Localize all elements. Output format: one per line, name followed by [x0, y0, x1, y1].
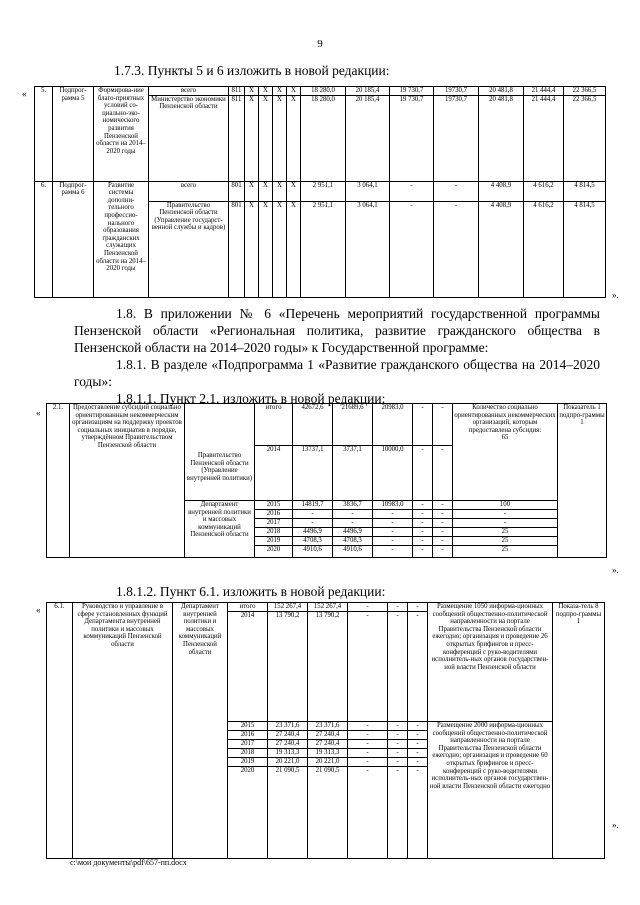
cell-year: 2014	[255, 446, 293, 501]
item-number: 6.1.	[47, 603, 73, 859]
cell-year: 2018	[228, 749, 268, 758]
footer-file-path: c:\мои документы\pdf\657-пп.docx	[70, 858, 187, 867]
cell: 811	[229, 87, 245, 96]
cell: -	[433, 446, 453, 501]
cell: 27 240,4	[268, 740, 308, 749]
cell: -	[390, 201, 434, 297]
cell: 19 730,7	[390, 87, 434, 96]
cell-year: 2015	[228, 722, 268, 731]
cell: -	[408, 722, 428, 731]
cell-year: 2016	[228, 731, 268, 740]
paragraph-1-8-1: 1.8.1. В разделе «Подпрограмма 1 «Развитие гражданского общества на 2014–2020 годы»:	[74, 357, 600, 389]
cell: 2 951,1	[301, 201, 346, 297]
cell: 20 221,0	[308, 758, 348, 767]
cell: 3 064,1	[346, 181, 390, 201]
cell: -	[413, 404, 433, 446]
cell-year: 2017	[228, 740, 268, 749]
cell: -	[408, 731, 428, 740]
cell: Х	[259, 87, 273, 96]
cell: Х	[287, 181, 301, 201]
cell-year: 2014	[228, 612, 268, 722]
cell: 42672,6	[293, 404, 333, 446]
cell: -	[348, 603, 388, 612]
cell: 811	[229, 95, 245, 181]
cell: 23 371,6	[308, 722, 348, 731]
cell: 152 267,4	[268, 603, 308, 612]
cell: -	[433, 510, 453, 519]
heading-1-8-1-1: 1.8.1.1. Пункт 2.1. изложить в новой редакции:	[116, 391, 386, 406]
cell: 4 814,5	[564, 201, 606, 297]
row5-goal: Формирова-ние благо-приятных условий со-циально-эко-номического развития Пензенской области на 2014–2020 годы	[94, 87, 149, 182]
cell: 4 814,5	[564, 181, 606, 201]
cell: -	[408, 758, 428, 767]
cell: 19 313,3	[308, 749, 348, 758]
table-subprograms-5-6	[34, 86, 606, 298]
cell: 27 240,4	[308, 731, 348, 740]
item-name: Предоставление субсидий социально ориентированным некоммерческим организациям на поддержку проектов социальных инициатив в порядке, утверждённом Правительством Пензенской области	[70, 404, 185, 558]
cell: Х	[245, 201, 259, 297]
cell: -	[293, 519, 333, 528]
cell: 13 790,2	[308, 612, 348, 722]
cell: 27 240,4	[268, 731, 308, 740]
cell: 10000,0	[373, 446, 413, 501]
cell: -	[348, 758, 388, 767]
indicator-link: Показатель 1 подпро-граммы 1	[558, 404, 607, 558]
cell: Х	[273, 181, 287, 201]
cell: 2 951,1	[301, 181, 346, 201]
row5-executor: Министерство экономики Пензенской области	[149, 95, 229, 181]
quote-open: «	[22, 89, 27, 99]
cell: 20 481,8	[479, 95, 524, 181]
cell: -	[413, 537, 433, 546]
cell: -	[408, 749, 428, 758]
row5-total-label: всего	[149, 87, 229, 96]
cell: 21 444,4	[524, 95, 564, 181]
cell: 21 090,5	[308, 767, 348, 859]
cell: -	[388, 731, 408, 740]
cell: 21 444,4	[524, 87, 564, 96]
cell-year: итого	[228, 603, 268, 612]
row6-total-label: всего	[149, 181, 229, 201]
cell-year: 2017	[255, 519, 293, 528]
cell: 19 313,3	[268, 749, 308, 758]
cell: -	[373, 546, 413, 558]
executor: Департамент внутренней политики и массовых коммуникаций Пензенской области	[173, 603, 228, 859]
cell-year: итого	[255, 404, 293, 446]
row5-num: 5.	[35, 87, 53, 182]
cell: -	[373, 528, 413, 537]
cell: Х	[245, 87, 259, 96]
cell: -	[413, 546, 433, 558]
cell-indicator: 25	[453, 528, 558, 537]
cell: 4708,3	[293, 537, 333, 546]
cell: -	[388, 758, 408, 767]
cell-year: 2020	[228, 767, 268, 859]
quote-close: ».	[612, 820, 619, 830]
page-number: 9	[317, 38, 323, 50]
cell: -	[293, 510, 333, 519]
cell: Х	[245, 95, 259, 181]
heading-1-8-1-2: 1.8.1.2. Пункт 6.1. изложить в новой редакции:	[116, 584, 386, 599]
cell: 801	[229, 201, 245, 297]
cell: 4496,9	[293, 528, 333, 537]
cell: -	[433, 519, 453, 528]
cell: Х	[287, 87, 301, 96]
cell: -	[408, 603, 428, 612]
quote-open: «	[36, 605, 41, 615]
cell: -	[373, 537, 413, 546]
cell: -	[348, 731, 388, 740]
cell: 152 267,4	[308, 603, 348, 612]
cell-indicator: -	[453, 519, 558, 528]
row6-name: Подпрог-рамма 6	[53, 181, 94, 297]
cell: -	[433, 528, 453, 537]
executor-2: Департамент внутренней политики и массовых коммуникаций Пензенской области	[185, 501, 255, 558]
cell: -	[388, 767, 408, 859]
cell: 14819,7	[293, 501, 333, 510]
cell: 19730,7	[434, 87, 479, 96]
cell-year: 2019	[255, 537, 293, 546]
indicator-link: Показа-тель 8 подпро-граммы 1	[553, 603, 605, 859]
cell-indicator: -	[453, 510, 558, 519]
cell: 4910,6	[293, 546, 333, 558]
cell: 20983,0	[373, 404, 413, 446]
cell: 4 616,2	[524, 201, 564, 297]
cell: Х	[273, 201, 287, 297]
cell: Х	[259, 181, 273, 201]
cell: 4 616,2	[524, 181, 564, 201]
cell: -	[413, 501, 433, 510]
cell: 4496,9	[333, 528, 373, 537]
cell: Х	[245, 181, 259, 201]
quote-close: ».	[612, 565, 619, 575]
quote-close: ».	[612, 290, 619, 300]
cell: -	[413, 519, 433, 528]
cell-year: 2019	[228, 758, 268, 767]
quote-open: «	[36, 408, 41, 418]
indicator-text: Количество социально ориентированных некоммерческих организаций, которым предоставлена субсидия:	[454, 404, 556, 434]
cell: -	[388, 722, 408, 731]
cell: 20 185,4	[346, 95, 390, 181]
cell: -	[413, 446, 433, 501]
cell: Х	[287, 95, 301, 181]
cell: -	[388, 740, 408, 749]
cell: -	[373, 519, 413, 528]
cell: 13 790,2	[268, 612, 308, 722]
item-number: 2.1.	[47, 404, 70, 558]
indicator-2014-value: 65	[501, 434, 509, 442]
cell: Х	[259, 201, 273, 297]
cell: -	[433, 404, 453, 446]
cell: -	[413, 528, 433, 537]
cell-year: 2016	[255, 510, 293, 519]
row5-name: Подпрог-рамма 5	[53, 87, 94, 182]
cell: -	[388, 749, 408, 758]
cell: 22 366,5	[564, 95, 606, 181]
cell: -	[434, 181, 479, 201]
indicator-2015-2020: Размещение 2000 информа-ционных сообщений общественно-политической направленности на портале Правительства Пензенской области ежегодно; организация и проведение 60 открытых брифингов и пресс-конференций с руко-водителями исполнитель-ных органов государствен-ной власти Пензенской области ежегодно	[428, 722, 553, 859]
cell: 19 730,7	[390, 95, 434, 181]
cell: 21689,6	[333, 404, 373, 446]
cell: 20 185,4	[346, 87, 390, 96]
cell: 20 221,0	[268, 758, 308, 767]
cell: 4708,3	[333, 537, 373, 546]
cell: 13737,1	[293, 446, 333, 501]
table-item-6-1	[46, 602, 605, 859]
heading-1-7-3: 1.7.3. Пункты 5 и 6 изложить в новой редакции:	[114, 63, 390, 78]
cell: 4910,6	[333, 546, 373, 558]
cell: 18 280,0	[301, 87, 346, 96]
cell: -	[433, 537, 453, 546]
cell: 4 408,9	[479, 201, 524, 297]
indicator-2014: Размещение 1050 информа-ционных сообщений общественно-политической направленности на портале Правительства Пензенской области ежегодно; организация и проведение 26 открытых брифингов и пресс-конференций с руко-водителями исполнитель-ных органов государствен-ной власти Пензенской области	[428, 603, 553, 722]
cell: Х	[273, 87, 287, 96]
cell: -	[348, 749, 388, 758]
executor-1: Правительство Пензенской области (Управление внутренней политики)	[185, 404, 255, 501]
item-name: Руководство и управление в сфере установленных функций Департамента внутренней политики и массовых коммуникаций Пензенской области	[73, 603, 173, 859]
cell: 18 280,0	[301, 95, 346, 181]
cell: 21 090,5	[268, 767, 308, 859]
cell: Х	[273, 95, 287, 181]
cell: 3836,7	[333, 501, 373, 510]
cell: -	[433, 546, 453, 558]
cell: -	[390, 181, 434, 201]
cell: 10983,0	[373, 501, 413, 510]
table-item-2-1	[46, 403, 607, 558]
cell: -	[408, 740, 428, 749]
cell: 22 366,5	[564, 87, 606, 96]
cell: 23 371,6	[268, 722, 308, 731]
cell: -	[388, 612, 408, 722]
cell: -	[333, 519, 373, 528]
indicator-cell	[453, 404, 558, 501]
cell-indicator: 25	[453, 546, 558, 558]
cell: -	[413, 510, 433, 519]
cell: 3 064,1	[346, 201, 390, 297]
cell: -	[408, 612, 428, 722]
cell: -	[333, 510, 373, 519]
cell: -	[434, 201, 479, 297]
paragraph-1-8: 1.8. В приложении № 6 «Перечень мероприятий государственной программы Пензенской области «Региональная политика, развитие гражданского общества в Пензенской области на 2014–2020 годы» к Государственной программе:	[74, 306, 600, 355]
cell-indicator: 100	[453, 501, 558, 510]
row6-executor: Правительство Пензенской области (Управление государст-венной службы и кадров)	[149, 201, 229, 297]
cell-year: 2018	[255, 528, 293, 537]
row6-num: 6.	[35, 181, 53, 297]
cell: -	[348, 740, 388, 749]
cell-year: 2020	[255, 546, 293, 558]
cell-indicator: 25	[453, 537, 558, 546]
cell: 20 481,8	[479, 87, 524, 96]
cell: -	[433, 501, 453, 510]
cell: 3737,1	[333, 446, 373, 501]
cell: Х	[259, 95, 273, 181]
cell: 27 240,4	[308, 740, 348, 749]
cell: Х	[287, 201, 301, 297]
row6-goal: Развитие системы дополни-тельного профессио-нального образования гражданских служащих Пензенской области на 2014–2020 годы	[94, 181, 149, 297]
cell: -	[348, 767, 388, 859]
cell: -	[348, 722, 388, 731]
cell: -	[408, 767, 428, 859]
cell: -	[348, 612, 388, 722]
cell: 801	[229, 181, 245, 201]
cell: 4 408,9	[479, 181, 524, 201]
cell: -	[388, 603, 408, 612]
cell: 19730,7	[434, 95, 479, 181]
cell: -	[373, 510, 413, 519]
cell-year: 2015	[255, 501, 293, 510]
